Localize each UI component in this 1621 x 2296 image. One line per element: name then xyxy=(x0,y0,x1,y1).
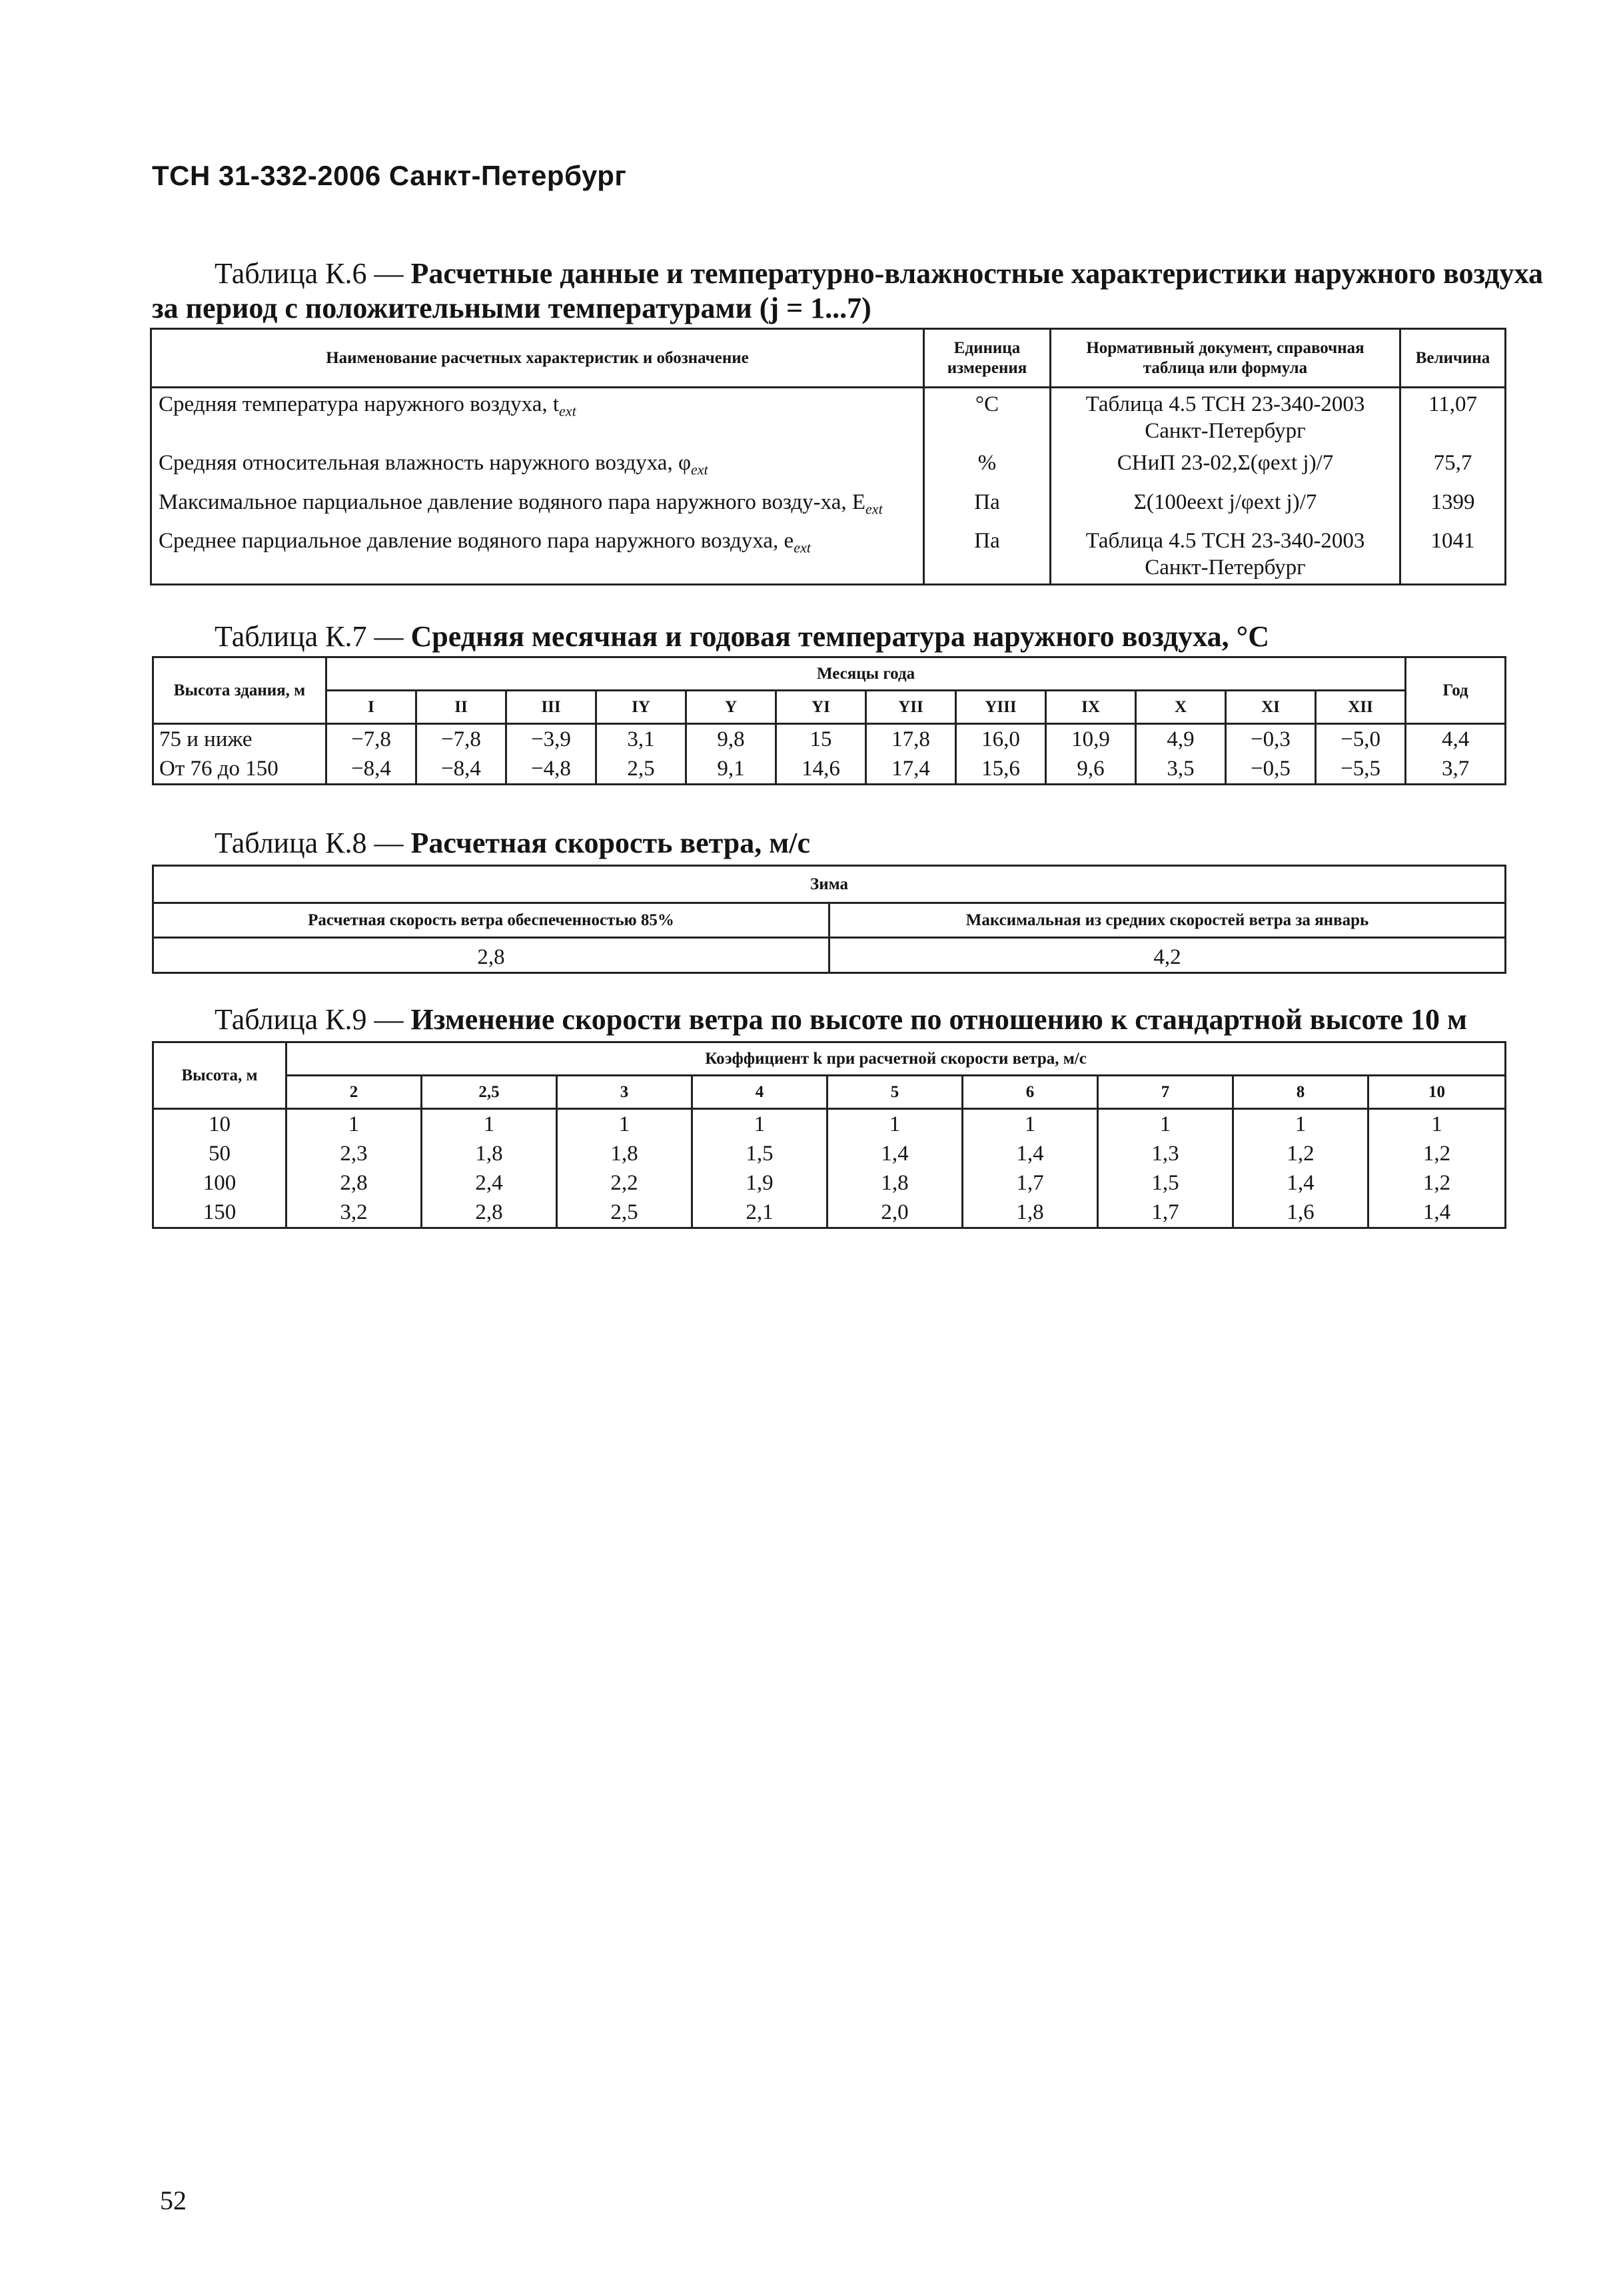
table7-label: Таблица К.7 — xyxy=(215,620,404,653)
table9-cell: 1 xyxy=(1233,1109,1368,1140)
table6-header-value: Величина xyxy=(1400,329,1506,388)
table6-cell-name: Максимальное парциальное давление водяного пара наружного возду-ха, $E_{ext}$ xyxy=(151,486,924,526)
table9-header-row xyxy=(153,1042,1506,1076)
table9-cell: 1,2 xyxy=(1368,1139,1506,1168)
table8-header-col2: Максимальная из средних скоростей ветра за январь xyxy=(829,903,1506,938)
table7 xyxy=(152,656,1506,785)
table9-cell: 2,4 xyxy=(422,1168,557,1198)
month-header: YII xyxy=(866,691,956,724)
table9-cell: 1 xyxy=(286,1109,422,1140)
table7-cell: 14,6 xyxy=(776,754,866,785)
table7-header-year: Год xyxy=(1406,657,1506,724)
table9-cell: 1,4 xyxy=(1233,1168,1368,1198)
month-header: X xyxy=(1136,691,1226,724)
table7-cell: 9,1 xyxy=(686,754,776,785)
table7-cell: −5,5 xyxy=(1316,754,1406,785)
table6-cell-doc: Σ(100eext j/φext j)/7 xyxy=(1051,486,1400,526)
table7-title: Средняя месячная и годовая температура наружного воздуха, °С xyxy=(410,620,1270,653)
table8-label: Таблица К.8 — xyxy=(215,827,404,859)
table9-cell: 1,2 xyxy=(1233,1139,1368,1168)
table7-cell: 3,1 xyxy=(596,724,686,755)
table9-cell: 1,4 xyxy=(963,1139,1098,1168)
table9-cell: 1,6 xyxy=(1233,1198,1368,1228)
table-row xyxy=(153,938,1506,973)
table6-header-name: Наименование расчетных характеристик и обозначение xyxy=(151,329,924,388)
table9-cell: 3,2 xyxy=(286,1198,422,1228)
table7-cell: −8,4 xyxy=(416,754,506,785)
table7-cell: −3,9 xyxy=(506,724,596,755)
table9-cell: 1 xyxy=(963,1109,1098,1140)
table8-title: Расчетная скорость ветра, м/с xyxy=(410,827,810,859)
table9-cell: 1 xyxy=(1098,1109,1233,1140)
month-header: I xyxy=(326,691,416,724)
table9-cell: 2,5 xyxy=(557,1198,692,1228)
speed-header: 4 xyxy=(692,1076,827,1109)
table7-cell: 17,8 xyxy=(866,724,956,755)
table7-cell: −0,5 xyxy=(1226,754,1316,785)
table8 xyxy=(152,865,1506,974)
month-header: YIII xyxy=(956,691,1046,724)
table6-cell-value: 1399 xyxy=(1400,486,1506,526)
speed-header: 3 xyxy=(557,1076,692,1109)
table9-cell: 2,2 xyxy=(557,1168,692,1198)
table6-cell-unit: % xyxy=(924,447,1051,486)
table9-header-coef: Коэффициент k при расчетной скорости ветра, м/с xyxy=(286,1042,1506,1076)
table-row xyxy=(151,525,1506,585)
speed-header: 2 xyxy=(286,1076,422,1109)
table7-cell: 4,9 xyxy=(1136,724,1226,755)
table7-cell: 15 xyxy=(776,724,866,755)
table-row xyxy=(153,1168,1506,1198)
table6-title-line2: за период с положительными температурами (j = 1...7) xyxy=(152,292,871,324)
month-header: Y xyxy=(686,691,776,724)
table-row xyxy=(153,1109,1506,1140)
month-header: II xyxy=(416,691,506,724)
speed-header: 8 xyxy=(1233,1076,1368,1109)
table7-header-row xyxy=(153,657,1506,691)
table9-cell: 1,8 xyxy=(557,1139,692,1168)
month-header: III xyxy=(506,691,596,724)
table6-cell-value: 75,7 xyxy=(1400,447,1506,486)
table8-value-col1: 2,8 xyxy=(153,938,829,973)
table9-cell: 1,8 xyxy=(422,1139,557,1168)
table6-cell-value: 1041 xyxy=(1400,525,1506,585)
table9-cell: 1,8 xyxy=(963,1198,1098,1228)
table7-cell: −5,0 xyxy=(1316,724,1406,755)
speed-header: 7 xyxy=(1098,1076,1233,1109)
table6-title-line1: Расчетные данные и температурно-влажностные характеристики наружного воздуха xyxy=(410,257,1544,290)
table6-header-row xyxy=(151,329,1506,388)
table7-cell: −4,8 xyxy=(506,754,596,785)
table-row xyxy=(153,1139,1506,1168)
table7-header-months: Месяцы года xyxy=(326,657,1406,691)
table9-height: 150 xyxy=(153,1198,286,1228)
table6 xyxy=(150,328,1506,585)
table7-cell: −7,8 xyxy=(416,724,506,755)
table9-cell: 1 xyxy=(557,1109,692,1140)
table7-header-height: Высота здания, м xyxy=(153,657,326,724)
table7-cell: −0,3 xyxy=(1226,724,1316,755)
table8-season-row xyxy=(153,866,1506,903)
month-header: IY xyxy=(596,691,686,724)
table8-season: Зима xyxy=(153,866,1506,903)
table7-cell: 10,9 xyxy=(1046,724,1136,755)
table9-title: Изменение скорости ветра по высоте по отношению к стандартной высоте 10 м xyxy=(410,1003,1467,1036)
speed-header: 10 xyxy=(1368,1076,1506,1109)
table-row xyxy=(151,486,1506,526)
table7-cell: 9,6 xyxy=(1046,754,1136,785)
table7-cell: 16,0 xyxy=(956,724,1046,755)
table9-cell: 2,8 xyxy=(422,1198,557,1228)
table9-cell: 1,2 xyxy=(1368,1168,1506,1198)
table9-cell: 1,3 xyxy=(1098,1139,1233,1168)
table6-cell-name: Средняя относительная влажность наружного воздуха, $\varphi_{ext}$ xyxy=(151,447,924,486)
table9-cell: 2,0 xyxy=(827,1198,963,1228)
table9-cell: 1,7 xyxy=(1098,1198,1233,1228)
table9-header-height: Высота, м xyxy=(153,1042,286,1109)
table6-cell-value: 11,07 xyxy=(1400,388,1506,448)
speed-header: 2,5 xyxy=(422,1076,557,1109)
table9-caption xyxy=(215,1002,1467,1037)
table8-header-row xyxy=(153,903,1506,938)
table9-cell: 1,4 xyxy=(1368,1198,1506,1228)
table9-cell: 1 xyxy=(692,1109,827,1140)
table9-cell: 1 xyxy=(422,1109,557,1140)
table9-cell: 1,5 xyxy=(1098,1168,1233,1198)
table9-cell: 2,3 xyxy=(286,1139,422,1168)
table7-months-row xyxy=(153,691,1506,724)
table7-cell: 9,8 xyxy=(686,724,776,755)
table6-header-doc: Нормативный документ, справочная таблица или формула xyxy=(1051,329,1400,388)
table9-cell: 2,1 xyxy=(692,1198,827,1228)
speed-header: 5 xyxy=(827,1076,963,1109)
table9-cell: 1 xyxy=(1368,1109,1506,1140)
table-row xyxy=(153,754,1506,785)
table7-cell: 17,4 xyxy=(866,754,956,785)
table7-row-label: От 76 до 150 xyxy=(153,754,326,785)
month-header: IX xyxy=(1046,691,1136,724)
table6-cell-name: Средняя температура наружного воздуха, $t_{ext}$ xyxy=(151,388,924,448)
table9-height: 10 xyxy=(153,1109,286,1140)
table6-cell-name: Среднее парциальное давление водяного пара наружного воздуха, $e_{ext}$ xyxy=(151,525,924,585)
speed-header: 6 xyxy=(963,1076,1098,1109)
table9-cell: 1,7 xyxy=(963,1168,1098,1198)
table6-caption xyxy=(215,256,1543,291)
table9-height: 50 xyxy=(153,1139,286,1168)
page-number: 52 xyxy=(160,2185,187,2215)
table-row xyxy=(153,724,1506,755)
table9-cell: 2,8 xyxy=(286,1168,422,1198)
table7-cell-year: 4,4 xyxy=(1406,724,1506,755)
table-row xyxy=(153,1198,1506,1228)
table9-speeds-row xyxy=(153,1076,1506,1109)
table6-cell-unit: °С xyxy=(924,388,1051,448)
table6-cell-doc: Таблица 4.5 ТСН 23-340-2003 Санкт-Петербург xyxy=(1051,388,1400,448)
month-header: XII xyxy=(1316,691,1406,724)
table8-value-col2: 4,2 xyxy=(829,938,1506,973)
table7-caption xyxy=(215,619,1269,654)
table7-cell: 2,5 xyxy=(596,754,686,785)
table7-cell-year: 3,7 xyxy=(1406,754,1506,785)
table7-cell: 15,6 xyxy=(956,754,1046,785)
table8-caption xyxy=(215,826,810,861)
table7-row-label: 75 и ниже xyxy=(153,724,326,755)
table6-label: Таблица К.6 — xyxy=(215,257,404,290)
table9-height: 100 xyxy=(153,1168,286,1198)
table9 xyxy=(152,1041,1506,1229)
table6-header-unit: Единица измерения xyxy=(924,329,1051,388)
table6-cell-doc: СНиП 23-02,Σ(φext j)/7 xyxy=(1051,447,1400,486)
table8-header-col1: Расчетная скорость ветра обеспеченностью 85% xyxy=(153,903,829,938)
table9-cell: 1,8 xyxy=(827,1168,963,1198)
table-row xyxy=(151,447,1506,486)
table6-cell-unit: Па xyxy=(924,486,1051,526)
table6-cell-doc: Таблица 4.5 ТСН 23-340-2003 Санкт-Петербург xyxy=(1051,525,1400,585)
table9-label: Таблица К.9 — xyxy=(215,1003,404,1036)
table7-cell: 3,5 xyxy=(1136,754,1226,785)
table9-cell: 1,9 xyxy=(692,1168,827,1198)
table7-cell: −7,8 xyxy=(326,724,416,755)
table7-cell: −8,4 xyxy=(326,754,416,785)
table9-cell: 1,4 xyxy=(827,1139,963,1168)
table9-cell: 1 xyxy=(827,1109,963,1140)
month-header: YI xyxy=(776,691,866,724)
table6-caption-line2 xyxy=(152,291,871,326)
table9-cell: 1,5 xyxy=(692,1139,827,1168)
table-row xyxy=(151,388,1506,448)
page-header: ТСН 31-332-2006 Санкт-Петербург xyxy=(152,160,627,191)
month-header: XI xyxy=(1226,691,1316,724)
table6-cell-unit: Па xyxy=(924,525,1051,585)
